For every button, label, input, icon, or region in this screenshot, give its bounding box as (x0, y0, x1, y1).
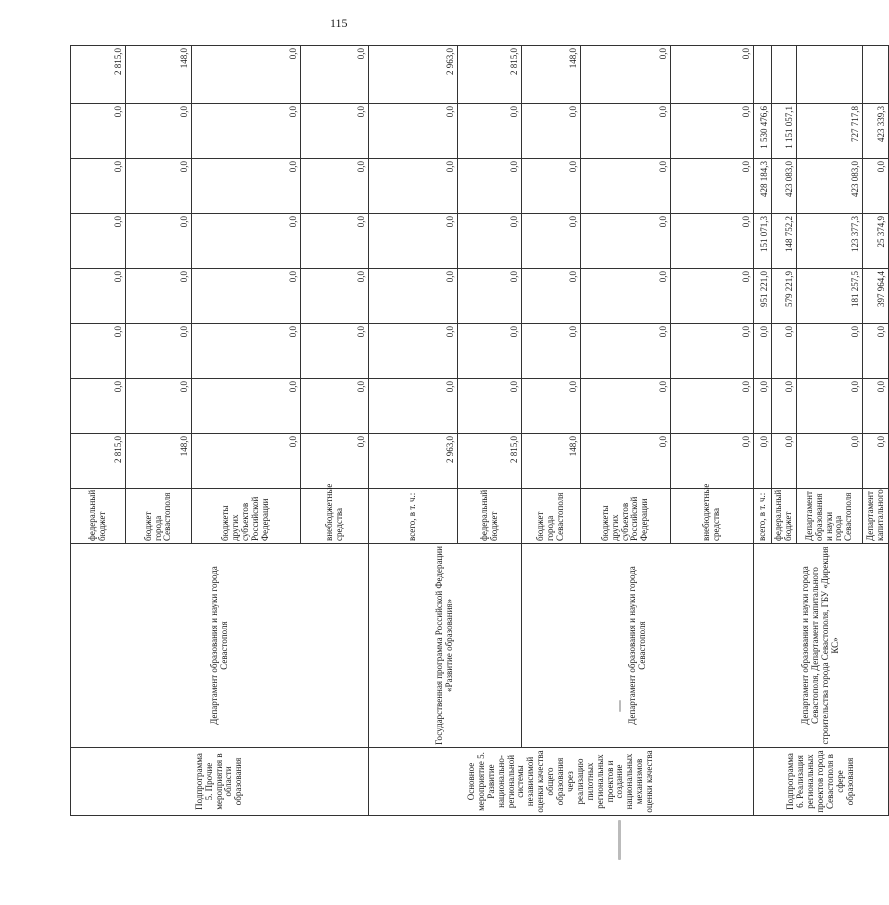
amount-cell: 148,0 (522, 434, 581, 489)
amount-cell: 0,0 (192, 159, 301, 214)
budget-table (70, 45, 889, 816)
funding-source-cell: Департамент капитального (863, 489, 889, 544)
amount-cell: 0,0 (301, 104, 369, 159)
amount-cell: 423 083,0 (797, 159, 863, 214)
amount-cell: 579 221,9 (772, 269, 797, 324)
funding-source-cell: бюджет города Севастополя (126, 489, 192, 544)
amount-cell: 0,0 (863, 159, 889, 214)
amount-cell: 2 815,0 (71, 46, 126, 104)
amount-cell: 0,0 (797, 324, 863, 379)
amount-cell: 0,0 (754, 434, 772, 489)
amount-cell (863, 46, 889, 104)
amount-cell: 0,0 (192, 379, 301, 434)
table-body (71, 46, 889, 816)
amount-cell: 0,0 (192, 434, 301, 489)
amount-cell: 0,0 (671, 379, 754, 434)
table-row (71, 46, 126, 816)
amount-cell: 0,0 (754, 324, 772, 379)
amount-cell: 0,0 (369, 379, 458, 434)
amount-cell: 951 221,0 (754, 269, 772, 324)
amount-cell: 181 257,5 (797, 269, 863, 324)
amount-cell: 0,0 (369, 269, 458, 324)
amount-cell: 0,0 (772, 324, 797, 379)
amount-cell: 0,0 (522, 214, 581, 269)
amount-cell: 2 815,0 (458, 46, 522, 104)
amount-cell: 0,0 (458, 104, 522, 159)
amount-cell: 0,0 (671, 434, 754, 489)
amount-cell: 0,0 (581, 214, 671, 269)
amount-cell: 0,0 (126, 214, 192, 269)
amount-cell: 0,0 (126, 104, 192, 159)
amount-cell: 0,0 (797, 379, 863, 434)
amount-cell: 0,0 (192, 269, 301, 324)
amount-cell: 727 717,8 (797, 104, 863, 159)
amount-cell (772, 46, 797, 104)
amount-cell: 2 815,0 (71, 434, 126, 489)
amount-cell: 0,0 (71, 324, 126, 379)
amount-cell: 0,0 (126, 324, 192, 379)
funding-source-cell: всего, в т. ч.: (754, 489, 772, 544)
amount-cell: 148,0 (126, 46, 192, 104)
amount-cell: 148,0 (126, 434, 192, 489)
funding-source-cell: федеральный бюджет (772, 489, 797, 544)
program-name-cell: Основное мероприятие 5. Развитие национально-региональной системы независимой оценки качества общего образования через реализацию пилотных региональных проектов и создание национальных механизмов оценки качества (369, 748, 754, 816)
amount-cell: 0,0 (671, 269, 754, 324)
amount-cell: 0,0 (671, 324, 754, 379)
amount-cell: 0,0 (581, 379, 671, 434)
amount-cell: 0,0 (671, 46, 754, 104)
amount-cell: 0,0 (192, 324, 301, 379)
page-number: 115 (330, 16, 348, 30)
amount-cell: 2 963,0 (369, 434, 458, 489)
amount-cell: 0,0 (458, 379, 522, 434)
amount-cell: 0,0 (301, 379, 369, 434)
amount-cell: 0,0 (581, 159, 671, 214)
amount-cell: 0,0 (301, 159, 369, 214)
amount-cell: 0,0 (458, 269, 522, 324)
amount-cell: 0,0 (581, 434, 671, 489)
funding-source-cell: внебюджетные средства (671, 489, 754, 544)
table-row (754, 46, 772, 816)
amount-cell: 0,0 (581, 104, 671, 159)
executor-cell: Департамент образования и науки города Севастополя (522, 544, 754, 748)
funding-source-cell: федеральный бюджет (458, 489, 522, 544)
program-name-cell: Подпрограмма 6. Реализация региональных проектов города Севастополя в сфере образования (754, 748, 889, 816)
amount-cell: 423 083,0 (772, 159, 797, 214)
amount-cell: 0,0 (458, 324, 522, 379)
amount-cell: 0,0 (301, 324, 369, 379)
amount-cell: 148,0 (522, 46, 581, 104)
amount-cell: 0,0 (192, 104, 301, 159)
amount-cell: 148 752,2 (772, 214, 797, 269)
amount-cell: 0,0 (126, 379, 192, 434)
amount-cell: 0,0 (71, 379, 126, 434)
funding-source-cell: бюджеты других субъектов Российской Федерации (192, 489, 301, 544)
amount-cell: 25 374,9 (863, 214, 889, 269)
amount-cell: 0,0 (522, 269, 581, 324)
funding-source-cell: внебюджетные средства (301, 489, 369, 544)
amount-cell: 0,0 (192, 46, 301, 104)
amount-cell: 0,0 (458, 214, 522, 269)
amount-cell: 423 339,3 (863, 104, 889, 159)
amount-cell: 151 071,3 (754, 214, 772, 269)
amount-cell: 0,0 (369, 324, 458, 379)
amount-cell: 0,0 (522, 159, 581, 214)
amount-cell: 123 377,3 (797, 214, 863, 269)
amount-cell: 2 815,0 (458, 434, 522, 489)
amount-cell: 0,0 (458, 159, 522, 214)
scan-artifact (618, 820, 621, 860)
amount-cell: 0,0 (369, 159, 458, 214)
amount-cell: 0,0 (797, 434, 863, 489)
program-name-cell: Подпрограмма 5. Прочие мероприятия в области образования (71, 748, 369, 816)
amount-cell: 0,0 (772, 434, 797, 489)
amount-cell: 0,0 (71, 159, 126, 214)
funding-source-cell: всего, в т. ч.: (369, 489, 458, 544)
amount-cell: 0,0 (301, 214, 369, 269)
amount-cell: 0,0 (301, 434, 369, 489)
amount-cell: 0,0 (522, 104, 581, 159)
amount-cell: 0,0 (772, 379, 797, 434)
amount-cell (754, 46, 772, 104)
table-row (369, 46, 458, 816)
amount-cell: 2 963,0 (369, 46, 458, 104)
amount-cell: 1 151 057,1 (772, 104, 797, 159)
funding-source-cell: бюджет города Севастополя (522, 489, 581, 544)
amount-cell: 0,0 (71, 214, 126, 269)
amount-cell: 0,0 (301, 269, 369, 324)
amount-cell: 0,0 (863, 324, 889, 379)
amount-cell: 0,0 (126, 269, 192, 324)
funding-source-cell: Департамент образования и науки города Севастополя (797, 489, 863, 544)
amount-cell: 0,0 (671, 159, 754, 214)
amount-cell: 0,0 (754, 379, 772, 434)
table-rotor (70, 46, 887, 816)
scan-artifact (619, 700, 621, 712)
executor-program-cell: Государственная программа Российской Федерации «Развитие образования» (369, 544, 522, 748)
amount-cell: 0,0 (369, 104, 458, 159)
amount-cell: 397 964,4 (863, 269, 889, 324)
amount-cell: 0,0 (126, 159, 192, 214)
table-row (522, 46, 581, 816)
executor-cell: Департамент образования и науки города Севастополя (71, 544, 369, 748)
amount-cell: 0,0 (522, 379, 581, 434)
amount-cell: 0,0 (71, 269, 126, 324)
funding-source-cell: бюджеты других субъектов Российской Федерации (581, 489, 671, 544)
amount-cell: 0,0 (522, 324, 581, 379)
amount-cell: 0,0 (581, 269, 671, 324)
amount-cell: 0,0 (581, 46, 671, 104)
amount-cell: 0,0 (301, 46, 369, 104)
amount-cell: 0,0 (581, 324, 671, 379)
amount-cell: 0,0 (192, 214, 301, 269)
amount-cell: 0,0 (863, 379, 889, 434)
funding-source-cell: федеральный бюджет (71, 489, 126, 544)
amount-cell: 0,0 (71, 104, 126, 159)
executor-cell: Департамент образования и науки города Севастополя, Департамент капитального строительства города Севастополя, ГБУ «Дирекция КС» (754, 544, 889, 748)
amount-cell: 0,0 (671, 104, 754, 159)
amount-cell: 428 184,3 (754, 159, 772, 214)
amount-cell: 0,0 (671, 214, 754, 269)
amount-cell: 0,0 (863, 434, 889, 489)
amount-cell: 0,0 (369, 214, 458, 269)
amount-cell: 1 530 476,6 (754, 104, 772, 159)
amount-cell (797, 46, 863, 104)
